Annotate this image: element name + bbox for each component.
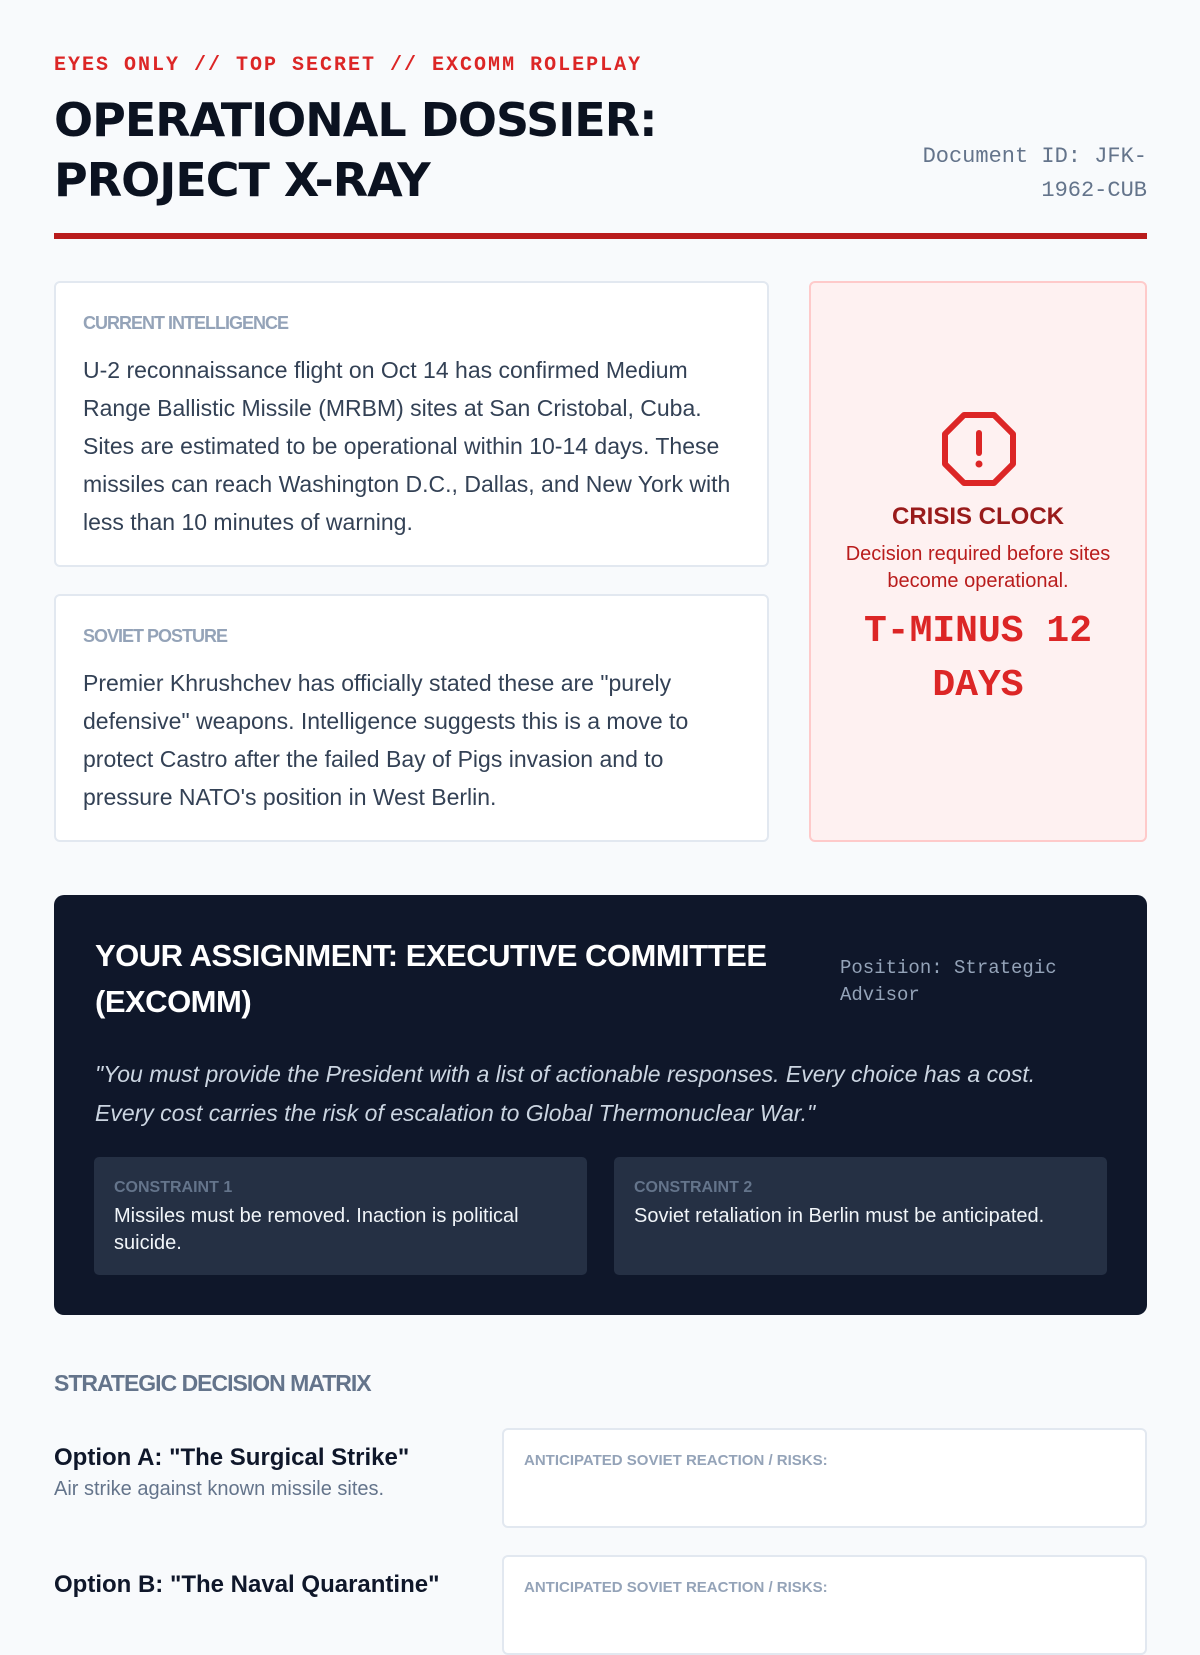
current-intelligence-card xyxy=(54,281,769,567)
option-b-name: Option B: "The Naval Quarantine" xyxy=(54,1571,440,1598)
page-title xyxy=(54,90,814,210)
option-a-risk-box xyxy=(502,1428,1147,1528)
assignment-quote: "You must provide the President with a list of actionable responses. Every choice has a cost. Every cost carries the risk of escalation to Global Thermonuclear War." xyxy=(95,1061,1036,1126)
assignment-title: YOUR ASSIGNMENT: EXECUTIVE COMMITTEE (EXCOMM) xyxy=(95,938,767,1019)
current-intelligence-text: U-2 reconnaissance flight on Oct 14 has confirmed Medium Range Ballistic Missile (MRBM) sites at San Cristobal, Cuba. Sites are estimated to be operational within 10-14 days. These missiles can reach Washington D.C., Dallas, and New York with less than 10 minutes of warning. xyxy=(83,357,731,535)
constraint-text: Soviet retaliation in Berlin must be anticipated. xyxy=(634,1205,1045,1227)
document-id: Document ID: JFK-1962-CUB xyxy=(922,144,1147,203)
page-title-line-2: PROJECT X-RAY xyxy=(54,153,430,207)
header-divider xyxy=(54,233,1147,239)
constraint-text: Missiles must be removed. Inaction is political suicide. xyxy=(114,1205,519,1254)
option-a-name: Option A: "The Surgical Strike" xyxy=(54,1444,410,1471)
constraint-label: CONSTRAINT 2 xyxy=(634,1179,753,1196)
crisis-clock-title: CRISIS CLOCK xyxy=(891,503,1064,530)
alert-octagon-icon xyxy=(941,411,1017,487)
soviet-posture-text: Premier Khrushchev has officially stated these are "purely defensive" weapons. Intelligence suggests this is a move to protect Castro after the failed Bay of Pigs invasion and to pressure NATO's position in West Berlin. xyxy=(83,670,689,810)
option-b-risk-label: ANTICIPATED SOVIET REACTION / RISKS: xyxy=(524,1579,828,1596)
constraint-card-1 xyxy=(94,1157,587,1275)
option-a-risk-label: ANTICIPATED SOVIET REACTION / RISKS: xyxy=(524,1452,828,1469)
crisis-clock-card xyxy=(809,281,1147,842)
assignment-panel xyxy=(54,895,1147,1315)
classification-banner: EYES ONLY // TOP SECRET // EXCOMM ROLEPLAY xyxy=(54,54,643,77)
crisis-countdown: T-MINUS 12 DAYS xyxy=(863,610,1093,707)
current-intelligence-label: CURRENT INTELLIGENCE xyxy=(83,313,288,333)
page-title-line-1: OPERATIONAL DOSSIER: xyxy=(54,93,657,147)
constraint-label: CONSTRAINT 1 xyxy=(114,1179,233,1196)
option-b-risk-box xyxy=(502,1555,1147,1655)
option-a-description: Air strike against known missile sites. xyxy=(54,1478,385,1500)
soviet-posture-label: SOVIET POSTURE xyxy=(83,626,228,646)
option-b-risk-input[interactable] xyxy=(522,1605,1131,1643)
option-a-risk-input[interactable] xyxy=(522,1478,1131,1516)
crisis-clock-subtitle: Decision required before sites become operational. xyxy=(845,543,1111,592)
assignment-position: Position: Strategic Advisor xyxy=(840,957,1057,1006)
constraint-card-2 xyxy=(614,1157,1107,1275)
decision-matrix-title: STRATEGIC DECISION MATRIX xyxy=(54,1370,371,1396)
soviet-posture-card xyxy=(54,594,769,842)
